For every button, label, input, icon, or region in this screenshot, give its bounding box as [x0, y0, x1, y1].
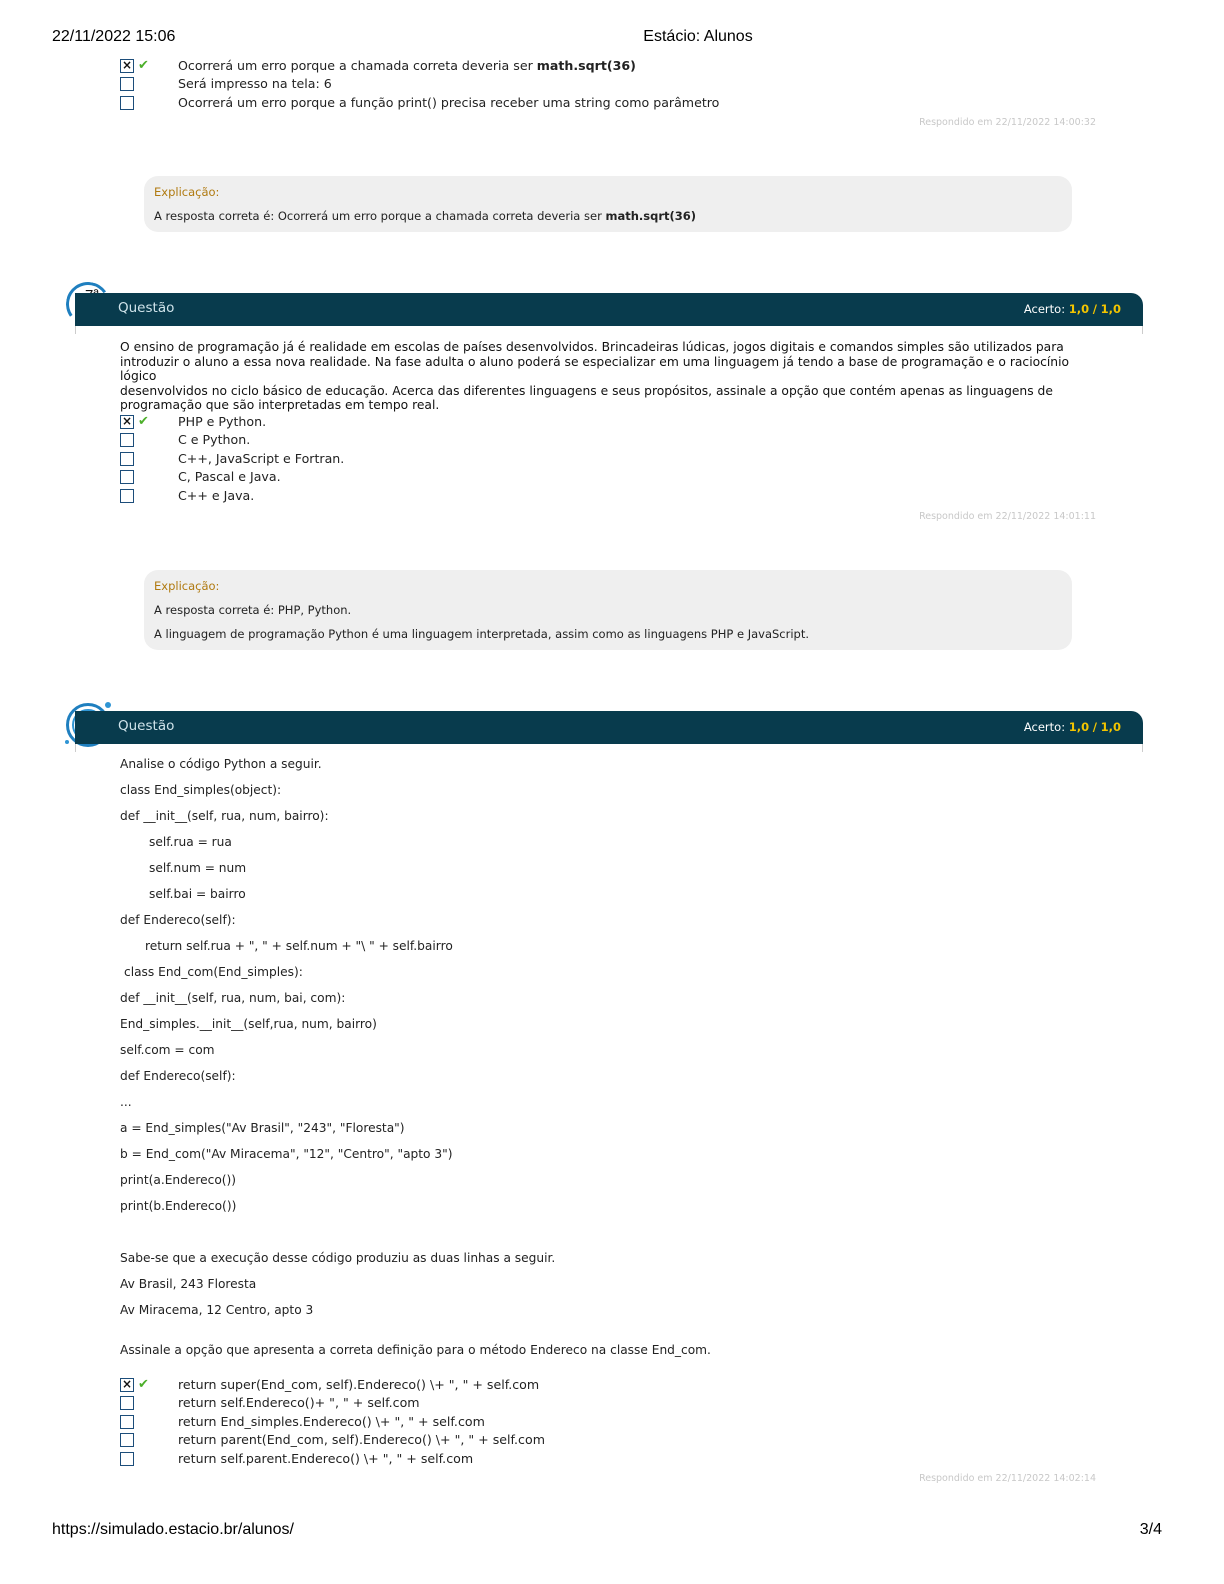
- explanation-line: A resposta correta é: PHP, Python.: [154, 603, 352, 617]
- print-footer: [0, 1521, 1224, 1543]
- code-line: def Endereco(self):: [120, 913, 236, 927]
- code-line: self.com = com: [120, 1043, 215, 1057]
- code-line: b = End_com("Av Miracema", "12", "Centro", "apto 3"): [120, 1147, 453, 1161]
- code-line: return self.rua + ", " + self.num + "\ " + self.bairro: [145, 939, 453, 953]
- checkbox-icon[interactable]: [120, 77, 134, 91]
- option-text: Será impresso na tela: 6: [178, 76, 332, 92]
- option-text: return self.Endereco()+ ", " + self.com: [178, 1395, 420, 1411]
- badge-dot: [65, 740, 69, 744]
- code-line: class End_com(End_simples):: [124, 965, 303, 979]
- code-line: a = End_simples("Av Brasil", "243", "Floresta"): [120, 1121, 405, 1135]
- question-label: Questão: [118, 300, 175, 316]
- q7-bar-edge: [75, 326, 1143, 334]
- checkbox-icon[interactable]: [120, 96, 134, 110]
- checkbox-icon[interactable]: [120, 433, 134, 447]
- print-title: Estácio: Alunos: [643, 28, 753, 45]
- code-line: print(a.Endereco()): [120, 1173, 237, 1187]
- checkbox-icon[interactable]: [120, 489, 134, 503]
- q7-header-bar: [75, 293, 1143, 326]
- code-line: End_simples.__init__(self,rua, num, bairro): [120, 1017, 377, 1031]
- option-text: C, Pascal e Java.: [178, 469, 281, 485]
- code-line: print(b.Endereco()): [120, 1199, 237, 1213]
- print-page-number: 3/4: [1139, 1521, 1162, 1538]
- x-checkbox-icon[interactable]: [120, 59, 134, 73]
- print-date: 22/11/2022 15:06: [52, 28, 176, 45]
- question-text-line: Av Brasil, 243 Floresta: [120, 1277, 257, 1291]
- code-line: class End_simples(object):: [120, 783, 282, 797]
- option-text: C++, JavaScript e Fortran.: [178, 450, 345, 466]
- checkbox-icon[interactable]: [120, 470, 134, 484]
- q7-answered-time: Respondido em 22/11/2022 14:01:11: [919, 511, 1096, 522]
- check-icon: ✔: [138, 414, 149, 429]
- code-line: def __init__(self, rua, num, bairro):: [120, 809, 329, 823]
- q7-score: Acerto: 1,0 / 1,0: [1023, 302, 1121, 316]
- statement-line: introduzir o aluno a essa nova realidade. Na fase adulta o aluno poderá se especializar em uma linguagem já tendo a base de programação e o raciocínio lógico: [120, 354, 1070, 383]
- x-mark-icon: ×: [121, 58, 133, 72]
- code-line: def Endereco(self):: [120, 1069, 236, 1083]
- code-intro: Analise o código Python a seguir.: [120, 757, 322, 771]
- option-text: return self.parent.Endereco() \+ ", " + self.com: [178, 1450, 474, 1466]
- explanation-label: Explicação:: [154, 185, 220, 199]
- q8-header-bar: [75, 711, 1143, 744]
- statement-line: O ensino de programação já é realidade em escolas de países desenvolvidos. Brincadeiras lúdicas, jogos digitais e comandos simples são utilizados para: [120, 340, 1064, 354]
- explanation-line: A linguagem de programação Python é uma linguagem interpretada, assim como as linguagens PHP e JavaScript.: [154, 627, 810, 641]
- q6-answered-time: Respondido em 22/11/2022 14:00:32: [919, 117, 1096, 128]
- check-icon: ✔: [138, 1377, 149, 1392]
- checkbox-icon[interactable]: [120, 1396, 134, 1410]
- option-text: return End_simples.Endereco() \+ ", " + self.com: [178, 1413, 485, 1429]
- q8-score: Acerto: 1,0 / 1,0: [1023, 720, 1121, 734]
- question-label: Questão: [118, 718, 175, 734]
- question-text-line: Sabe-se que a execução desse código produziu as duas linhas a seguir.: [120, 1251, 556, 1265]
- explanation-label: Explicação:: [154, 579, 220, 593]
- code-line: self.bai = bairro: [149, 887, 246, 901]
- q8-answered-time: Respondido em 22/11/2022 14:02:14: [919, 1473, 1096, 1484]
- print-header: [0, 28, 1224, 50]
- checkbox-icon[interactable]: [120, 1452, 134, 1466]
- x-mark-icon: ×: [121, 1377, 133, 1391]
- explanation-line: A resposta correta é: Ocorrerá um erro porque a chamada correta deveria ser math.sqrt(36): [154, 209, 697, 223]
- question-text-line: Av Miracema, 12 Centro, apto 3: [120, 1303, 314, 1317]
- option-text: return parent(End_com, self).Endereco() \+ ", " + self.com: [178, 1432, 545, 1448]
- checkbox-icon[interactable]: [120, 1433, 134, 1447]
- q7-explanation: [144, 570, 1072, 650]
- option-text: C++ e Java.: [178, 487, 255, 503]
- print-url: https://simulado.estacio.br/alunos/: [52, 1521, 294, 1538]
- option-text: return super(End_com, self).Endereco() \+ ", " + self.com: [178, 1377, 540, 1392]
- statement-line: programação que são interpretadas em tempo real.: [120, 398, 440, 412]
- option-text: Ocorrerá um erro porque a chamada correta deveria ser math.sqrt(36): [178, 58, 636, 73]
- x-mark-icon: ×: [121, 414, 133, 428]
- q8-bar-edge: [75, 744, 1143, 752]
- x-checkbox-icon[interactable]: [120, 415, 134, 429]
- code-line: self.num = num: [149, 861, 247, 875]
- checkbox-icon[interactable]: [120, 1415, 134, 1429]
- badge-dot: [105, 702, 111, 708]
- option-text: C e Python.: [178, 432, 251, 448]
- check-icon: ✔: [138, 58, 149, 73]
- q7-statement: [120, 340, 1100, 413]
- code-line: ...: [120, 1095, 132, 1109]
- x-checkbox-icon[interactable]: [120, 1378, 134, 1392]
- option-text: Ocorrerá um erro porque a função print() precisa receber uma string como parâmetro: [178, 94, 720, 110]
- statement-line: desenvolvidos no ciclo básico de educação. Acerca das diferentes linguagens e seus propósitos, assinale a opção que contém apenas as linguagens de: [120, 383, 1053, 398]
- question-text-line: Assinale a opção que apresenta a correta definição para o método Endereco na classe End_com.: [120, 1343, 711, 1357]
- code-line: def __init__(self, rua, num, bai, com):: [120, 991, 346, 1005]
- code-line: self.rua = rua: [149, 835, 232, 849]
- option-text: PHP e Python.: [178, 414, 267, 429]
- checkbox-icon[interactable]: [120, 452, 134, 466]
- q6-explanation: [144, 176, 1072, 232]
